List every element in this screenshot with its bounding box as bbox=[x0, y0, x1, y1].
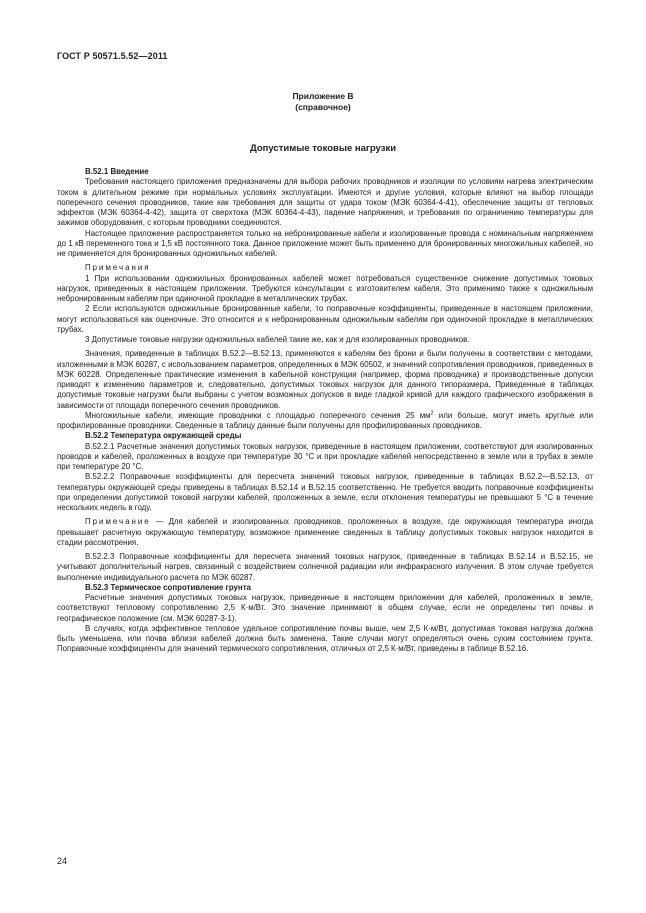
note-text: — Для кабелей и изолированных проводников, проложенных в воздухе, где окружающая температура иногда превышает расчетную окружающую температуру, возможное применение сведенных в таблицу допустимых токовых нагрузок находится в стадии рассмотрения. bbox=[57, 517, 593, 547]
notes-heading: Примечания bbox=[85, 263, 151, 273]
section-title: Допустимые токовые нагрузки bbox=[249, 143, 397, 154]
appendix-kind: (справочное) bbox=[295, 102, 351, 112]
note-label: Примечание bbox=[85, 517, 151, 527]
page-number: 24 bbox=[57, 856, 68, 866]
note-paragraph bbox=[57, 517, 593, 548]
note-item: 1 При использовании одножильных бронированных кабелей может потребоваться существенное снижение допустимых токовых нагрузок, приведенных в настоящем приложении. Требуются консультации с изготовителем кабеля. Это применимо также к одножильным небронированным кабелям при одиночной прокладке в металлических трубах. bbox=[57, 273, 593, 303]
note-item: 3 Допустимые токовые нагрузки одножильных кабелей такие же, как и для изолированных проводников. bbox=[85, 335, 470, 344]
paragraph: Настоящее приложение распространяется только на небронированные кабели и изолированные провода с номинальным напряжением до 1 кВ переменного тока и 1,5 кВ постоянного тока. Данное приложение может быть применено для бронированных многожильных кабелей, но не применяется для бронированных одножильных кабелей. bbox=[57, 228, 593, 258]
note-item: 2 Если используются одножильные бронированные кабели, то поправочные коэффициенты, приведенные в настоящем приложении, могут использоваться как оценочные. Это относится и к небронированным одножильным кабелям при одиночной прокладке в металлических трубах. bbox=[57, 304, 593, 334]
paragraph: Расчетные значения допустимых токовых нагрузок, приведенные в настоящем приложении для кабелей, проложенных в земле, соответствуют тепловому сопротивлению 2,5 К·м/Вт. Это значение принимают в общем случае, если не определены тип почвы и географическое положение (см. МЭК 60287-3-1). bbox=[57, 593, 593, 623]
paragraph: Требования настоящего приложения предназначены для выбора рабочих проводников и изоляции по условиям нагрева электрическим током в длительном режиме при нормальных условиях эксплуатации. Имеются и другие условия, которые влияют на выбор площади поперечного сечения проводников, такие как требования для защиты от удара током (МЭК 60364-4-41), обеспечение защиты от тепловых эффектов (МЭК 60364-4-42), защита от сверхтока (МЭК 60364-4-43), падение напряжения, и требования по ограничению температуры для зажимов оборудования, с которым проводники соединяются. bbox=[57, 177, 593, 228]
paragraph-text: Многожильные кабели, имеющие проводники с площадью поперечного сечения 25 мм bbox=[85, 410, 431, 420]
paragraph: Значения, приведенные в таблицах В.52.2—В.52.13, применяются к кабелям без брони и были получены в соответствии с методами, изложенными в МЭК 60287, с использованием параметров, определенных в МЭК 60502, и значений сопротивления проводников, приведенных в МЭК 60228. Определенные практические изменения в кабельной конструкции (например, форма проводника) и производственные допуски приводят к изменению параметров и, следовательно, допустимых токовых нагрузок для данного типоразмера. Приведенные в таблицах допустимые токовые нагрузки были выбраны с учетом возможных допусков в виде гладкой кривой для каждого графического изображения в зависимости от площади поперечного сечения проводников. bbox=[57, 349, 593, 410]
paragraph bbox=[57, 411, 593, 432]
paragraph: В случаях, когда эффективное тепловое удельное сопротивление почвы выше, чем 2,5 К·м/Вт, допустимая токовая нагрузка должна быть уменьшена, или почва вблизи кабелей должна быть заменена. Такие случаи могут определяться очень сухим состоянием грунта. Поправочные коэффициенты для значений термического сопротивления, отличных от 2,5 К·м/Вт, приведены в таблице В.52.16. bbox=[57, 623, 593, 654]
paragraph: В.52.2.2 Поправочные коэффициенты для пересчета значений токовых нагрузок, приведенные в таблицах В.52.2—В.52.13, от температуры окружающей среды приведены в таблицах В.52.14 и В.52.15 соответственно. Не требуется вводить поправочные коэффициенты при определении допустимой токовой нагрузки кабелей, проложенных в земле, если отклонения температуры не превышают 5 °С в течение нескольких недель в году. bbox=[57, 472, 593, 512]
subsection-heading: В.52.3 Термическое сопротивление грунта bbox=[85, 582, 251, 592]
document-header: ГОСТ Р 50571.5.52—2011 bbox=[57, 51, 168, 61]
superscript: 2 bbox=[430, 410, 434, 417]
subsection-heading: В.52.1 Введение bbox=[85, 167, 149, 176]
paragraph: В.52.2.3 Поправочные коэффициенты для пересчета значений токовых нагрузок, приведенные в таблицах В.52.14 и В.52.15, не учитывают дополнительный нагрев, связанный с воздействием солнечной радиации или инфракрасного излучения. В этом случае требуется выполнение индивидуального расчета по МЭК 60287. bbox=[57, 552, 593, 582]
paragraph: В.52.2.1 Расчетные значения допустимых токовых нагрузок, приведенные в настоящем приложении, соответствуют для изолированных проводов и кабелей, проложенных в воздухе при температуре 30 °С и при прокладке кабелей непосредственно в земле или в трубах в земле при температуре 20 °С. bbox=[57, 441, 593, 471]
subsection-heading: В.52.2 Температура окружающей среды bbox=[85, 431, 242, 441]
paragraph-text: или больше, могут иметь круглые или профилированные проводники. Сведенные в таблицу данные были получены для профилированных проводников. bbox=[57, 410, 593, 430]
document-body bbox=[57, 167, 593, 655]
appendix-label: Приложение В bbox=[292, 91, 354, 101]
